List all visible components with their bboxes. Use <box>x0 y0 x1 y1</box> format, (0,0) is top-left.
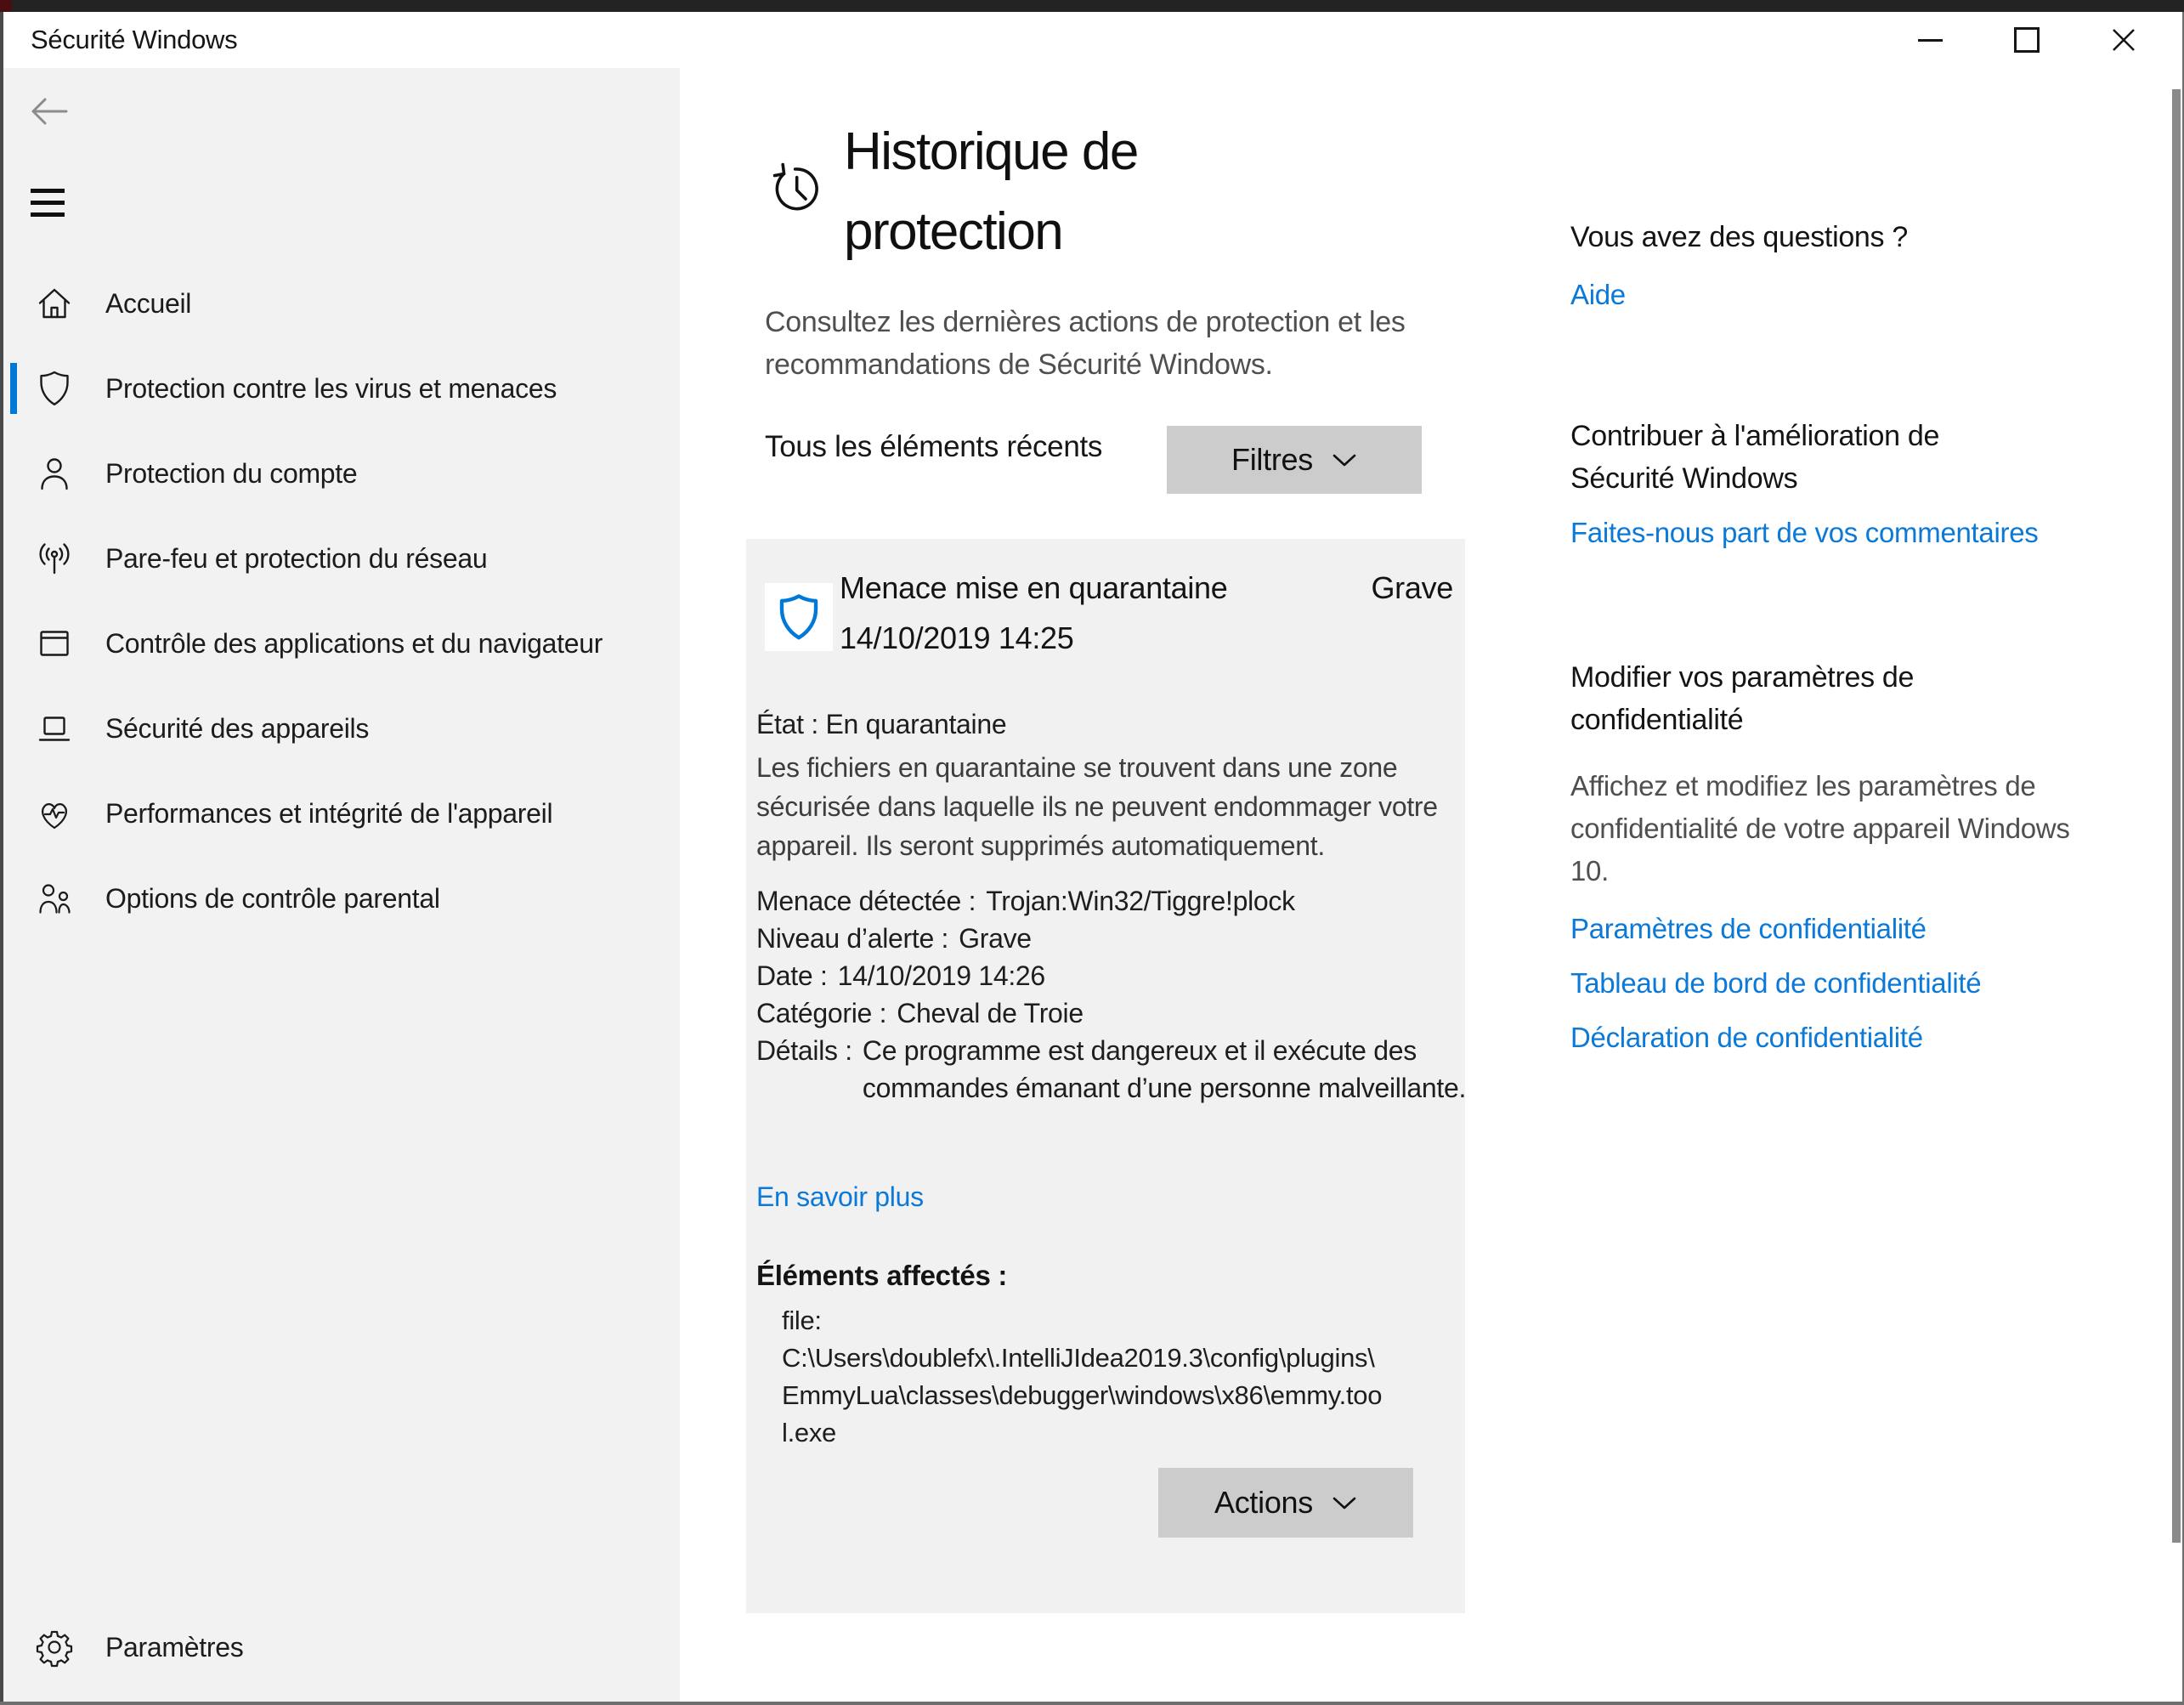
affected-items-heading: Éléments affectés : <box>756 1260 1008 1291</box>
feedback-link[interactable]: Faites-nous part de vos commentaires <box>1570 517 2039 548</box>
shield-icon <box>34 368 75 409</box>
sidebar-item-family-options[interactable] <box>3 856 680 941</box>
window-border <box>0 12 3 1705</box>
threat-datetime: 14/10/2019 14:25 <box>840 620 1074 655</box>
selected-indicator <box>10 363 17 414</box>
filter-scope-label: Tous les éléments récents <box>765 430 1103 463</box>
detail-value: 14/10/2019 14:26 <box>837 960 1045 991</box>
health-icon <box>34 793 75 834</box>
sidebar-item-virus-threat-protection[interactable] <box>3 346 680 431</box>
detail-label: Catégorie : <box>756 998 887 1028</box>
sidebar-item-label: Protection du compte <box>105 457 358 489</box>
sidebar-item-label: Accueil <box>105 287 192 319</box>
learn-more-link[interactable]: En savoir plus <box>756 1181 924 1212</box>
window-title: Sécurité Windows <box>31 25 238 54</box>
sidebar-item-account-protection[interactable] <box>3 431 680 516</box>
chevron-down-icon <box>1332 450 1357 470</box>
threat-card-header <box>840 569 1453 607</box>
threat-icon-tile <box>765 583 833 651</box>
menu-icon <box>31 189 65 193</box>
laptop-icon <box>34 708 75 749</box>
sidebar-item-label: Protection contre les virus et menaces <box>105 372 557 404</box>
feedback-heading: Contribuer à l'amélioration de Sécurité Windows <box>1570 420 1940 495</box>
desktop-edge <box>0 0 2184 12</box>
feedback-section <box>1570 415 2165 551</box>
privacy-statement-link[interactable]: Déclaration de confidentialité <box>1570 1022 1923 1053</box>
network-icon <box>34 538 75 579</box>
detail-row-date <box>756 957 1470 994</box>
filters-button[interactable] <box>1167 426 1422 494</box>
detail-row-details <box>756 1032 1470 1107</box>
detail-label: Date : <box>756 960 828 991</box>
menu-button[interactable] <box>31 189 66 219</box>
detail-value: Grave <box>959 923 1032 954</box>
titlebar <box>3 12 2182 68</box>
help-link[interactable]: Aide <box>1570 279 1626 310</box>
family-icon <box>34 878 75 919</box>
privacy-body: Affichez et modifiez les paramètres de confidentialité de votre appareil Windows 10. <box>1570 770 2070 886</box>
threat-description: Les fichiers en quarantaine se trouvent dans une zone sécurisée dans laquelle ils ne peuvent endommager votre appareil. Ils seront supprimés automatiquement. <box>756 752 1438 861</box>
maximize-icon <box>2014 27 2040 53</box>
sidebar-item-device-security[interactable] <box>3 686 680 771</box>
sidebar-item-label: Options de contrôle parental <box>105 882 440 914</box>
detail-value: Ce programme est dangereux et il exécute des commandes émanant d’une personne malveillante. <box>862 1035 1467 1103</box>
minimize-icon <box>1918 39 1943 42</box>
detail-row-threat <box>756 882 1470 920</box>
sidebar-item-label: Sécurité des appareils <box>105 712 370 744</box>
detail-value: Cheval de Troie <box>897 998 1084 1028</box>
help-section <box>1570 216 2165 313</box>
sidebar-item-settings[interactable] <box>3 1605 680 1690</box>
back-arrow-icon <box>27 93 70 130</box>
privacy-section <box>1570 656 2165 1056</box>
close-icon <box>2111 27 2136 53</box>
help-heading: Vous avez des questions ? <box>1570 221 1908 253</box>
sidebar-nav <box>3 261 680 941</box>
page-title: Historique de protection <box>844 122 1138 261</box>
sidebar-item-label: Performances et intégrité de l'appareil <box>105 797 553 829</box>
app-browser-icon <box>34 623 75 664</box>
threat-shield-icon <box>772 591 825 643</box>
sidebar-item-label: Pare-feu et protection du réseau <box>105 542 488 574</box>
window-border <box>0 1702 2184 1705</box>
detail-row-category <box>756 994 1470 1032</box>
sidebar-item-firewall-network[interactable] <box>3 516 680 601</box>
actions-button[interactable] <box>1158 1468 1413 1538</box>
main-content <box>680 68 2182 1702</box>
threat-details-list <box>756 882 1470 1107</box>
close-button[interactable] <box>2075 12 2172 68</box>
sidebar <box>3 68 680 1702</box>
sidebar-item-label: Paramètres <box>105 1631 244 1663</box>
back-button[interactable] <box>27 92 71 131</box>
person-icon <box>34 453 75 494</box>
privacy-dashboard-link[interactable]: Tableau de bord de confidentialité <box>1570 967 1982 999</box>
minimize-button[interactable] <box>1881 12 1978 68</box>
affected-file-path: file: C:\Users\doublefx\.IntelliJIdea2019.3\config\plugins\EmmyLua\classes\debugger\windows\x86\emmy.tool.exe <box>782 1306 1383 1447</box>
sidebar-item-app-browser-control[interactable] <box>3 601 680 686</box>
threat-title: Menace mise en quarantaine <box>840 570 1228 605</box>
detail-value: Trojan:Win32/Tiggre!plock <box>986 886 1295 916</box>
actions-button-label: Actions <box>1214 1485 1313 1520</box>
detail-label: Niveau d’alerte : <box>756 923 949 954</box>
desktop-edge-fragment <box>0 0 12 12</box>
page-subtitle: Consultez les dernières actions de protection et les recommandations de Sécurité Windows. <box>765 306 1406 381</box>
threat-card[interactable] <box>746 539 1465 1613</box>
privacy-heading: Modifier vos paramètres de confidentialité <box>1570 661 1915 736</box>
privacy-settings-link[interactable]: Paramètres de confidentialité <box>1570 913 1927 944</box>
chevron-down-icon <box>1332 1493 1357 1513</box>
sidebar-item-accueil[interactable] <box>3 261 680 346</box>
gear-icon <box>34 1627 75 1668</box>
sidebar-item-label: Contrôle des applications et du navigateur <box>105 627 603 659</box>
maximize-button[interactable] <box>1978 12 2075 68</box>
vertical-scrollbar-thumb[interactable] <box>2172 89 2181 1543</box>
filters-button-label: Filtres <box>1231 442 1313 477</box>
home-icon <box>34 283 75 324</box>
window-controls <box>1881 12 2172 68</box>
history-icon <box>768 160 824 216</box>
detail-label: Détails : <box>756 1035 852 1066</box>
sidebar-item-device-performance[interactable] <box>3 771 680 856</box>
detail-row-alert-level <box>756 920 1470 957</box>
severity-badge: Grave <box>1371 570 1453 605</box>
threat-state: État : En quarantaine <box>756 709 1007 739</box>
detail-label: Menace détectée : <box>756 886 976 916</box>
